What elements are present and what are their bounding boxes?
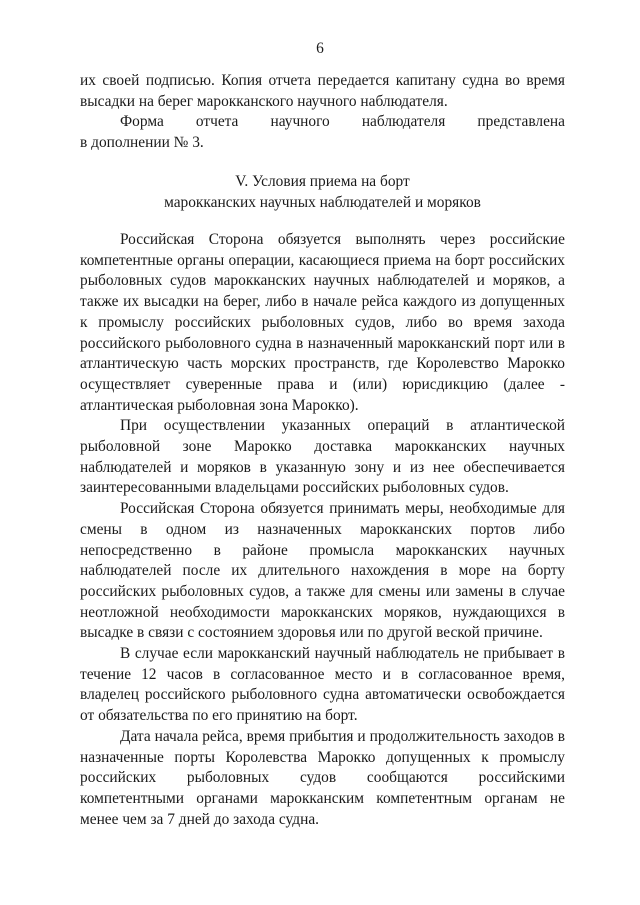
intro-paragraph-form-line2: в дополнении № 3. xyxy=(80,134,204,152)
section-title-line2: марокканских научных наблюдателей и моряков xyxy=(164,193,481,211)
section-title-line1: V. Условия приема на борт xyxy=(235,173,410,190)
section-paragraph: Российская Сторона обязуется принимать меры, необходимые для смены в одном из назначенных марокканских портов либо непосредственно в районе промысла марокканских научных наблюдателей после их длительного нахождения в море на борту российских рыболовных судов, а также для смены или замены в случае неотложной необходимости марокканских моряков, нуждающихся в высадке в связи с состоянием здоровья или по другой веской причине. xyxy=(80,500,565,642)
section-heading xyxy=(80,172,565,213)
section-paragraph: Дата начала рейса, время прибытия и продолжительность заходов в назначенные порты Королевства Марокко допущенных к промыслу российских рыболовных судов сообщаются российскими компетентными органами марокканским компетентным органам не менее чем за 7 дней до захода судна. xyxy=(80,727,565,828)
intro-paragraph-form-line1: Форма отчета научного наблюдателя представлена xyxy=(120,113,565,131)
section-paragraph: При осуществлении указанных операций в атлантической рыболовной зоне Марокко доставка марокканских научных наблюдателей и моряков в указанную зону и из нее обеспечивается заинтересованными владельцами российских рыболовных судов. xyxy=(80,417,565,497)
page-number: 6 xyxy=(316,40,324,57)
intro-block xyxy=(80,71,565,154)
section-paragraph: В случае если марокканский научный наблюдатель не прибывает в течение 12 часов в согласованное место и в согласованное время, владелец российского рыболовного судна автоматически освобождается от обязательства по его принятию на борт. xyxy=(80,645,565,725)
section-paragraph: Российская Сторона обязуется выполнять через российские компетентные органы операции, касающиеся приема на борт российских рыболовных судов марокканских научных наблюдателей и моряков, а также их высадки на берег, либо в начале рейса каждого из допущенных к промыслу российских рыболовных судов, либо во время захода российского рыболовного судна в назначенный марокканский порт или в атлантическую часть морских пространств, где Королевство Марокко осуществляет суверенные права и (или) юрисдикцию (далее - атлантическая рыболовная зона Марокко). xyxy=(80,231,565,414)
intro-paragraph-continuation: их своей подписью. Копия отчета передается капитану судна во время высадки на берег марокканского научного наблюдателя. xyxy=(80,72,565,110)
section-body xyxy=(80,230,565,830)
